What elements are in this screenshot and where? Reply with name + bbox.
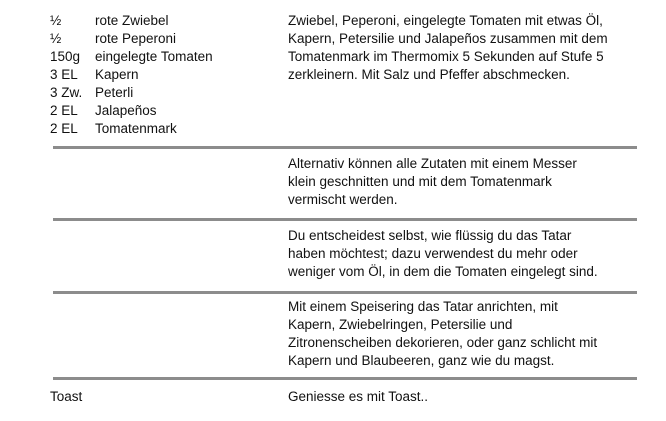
- step-text: Mit einem Speisering das Tatar anrichten, mit Kapern, Zwiebelringen, Petersilie und Zitronenscheiben dekorieren, oder ganz schlicht mit Kapern und Blaubeeren, ganz wie du magst.: [288, 299, 598, 368]
- step-text: Du entscheidest selbst, wie flüssig du das Tatar haben möchtest; dazu verwendest du mehr oder weniger vom Öl, in dem die Tomaten eingelegt sind.: [288, 228, 598, 279]
- ingredient-name: rote Peperoni: [95, 31, 177, 46]
- ingredient-name: Tomatenmark: [95, 121, 177, 136]
- ingredient-row: [50, 120, 213, 138]
- ingredient-quantity: 3 EL: [50, 67, 78, 82]
- ingredient-name: Peterli: [95, 85, 134, 100]
- ingredient-quantity: 150g: [50, 49, 81, 64]
- ingredient-quantity: 3 Zw.: [50, 85, 83, 100]
- ingredient-quantity: ½: [50, 13, 62, 28]
- ingredient-name: Kapern: [95, 67, 139, 82]
- step-text: Zwiebel, Peperoni, eingelegte Tomaten mit etwas Öl, Kapern, Petersilie und Jalapeños zusammen mit dem Tomatenmark im Thermomix 5 Sekunden auf Stufe 5 zerkleinern. Mit Salz und Pfeffer abschmecken.: [288, 13, 608, 82]
- ingredient-name: rote Zwiebel: [95, 13, 169, 28]
- ingredient-row: [50, 12, 213, 30]
- ingredient-list: [50, 12, 213, 138]
- ingredient-row: [50, 30, 213, 48]
- section-divider: [53, 291, 637, 294]
- ingredient-quantity: 2 EL: [50, 103, 78, 118]
- ingredient-row: [50, 102, 213, 120]
- ingredient-row: [50, 84, 213, 102]
- ingredient-row: [50, 66, 213, 84]
- ingredient-name: eingelegte Tomaten: [95, 49, 213, 64]
- section-divider: [53, 146, 637, 149]
- serving-label: Toast: [50, 389, 83, 404]
- step-text: Geniesse es mit Toast..: [288, 389, 429, 404]
- ingredient-name: Jalapeños: [95, 103, 157, 118]
- section-divider: [53, 218, 637, 221]
- section-divider: [53, 377, 637, 380]
- ingredient-row: [50, 48, 213, 66]
- ingredient-quantity: ½: [50, 31, 62, 46]
- ingredient-quantity: 2 EL: [50, 121, 78, 136]
- step-text: Alternativ können alle Zutaten mit einem Messer klein geschnitten und mit dem Tomatenmark vermischt werden.: [288, 156, 577, 207]
